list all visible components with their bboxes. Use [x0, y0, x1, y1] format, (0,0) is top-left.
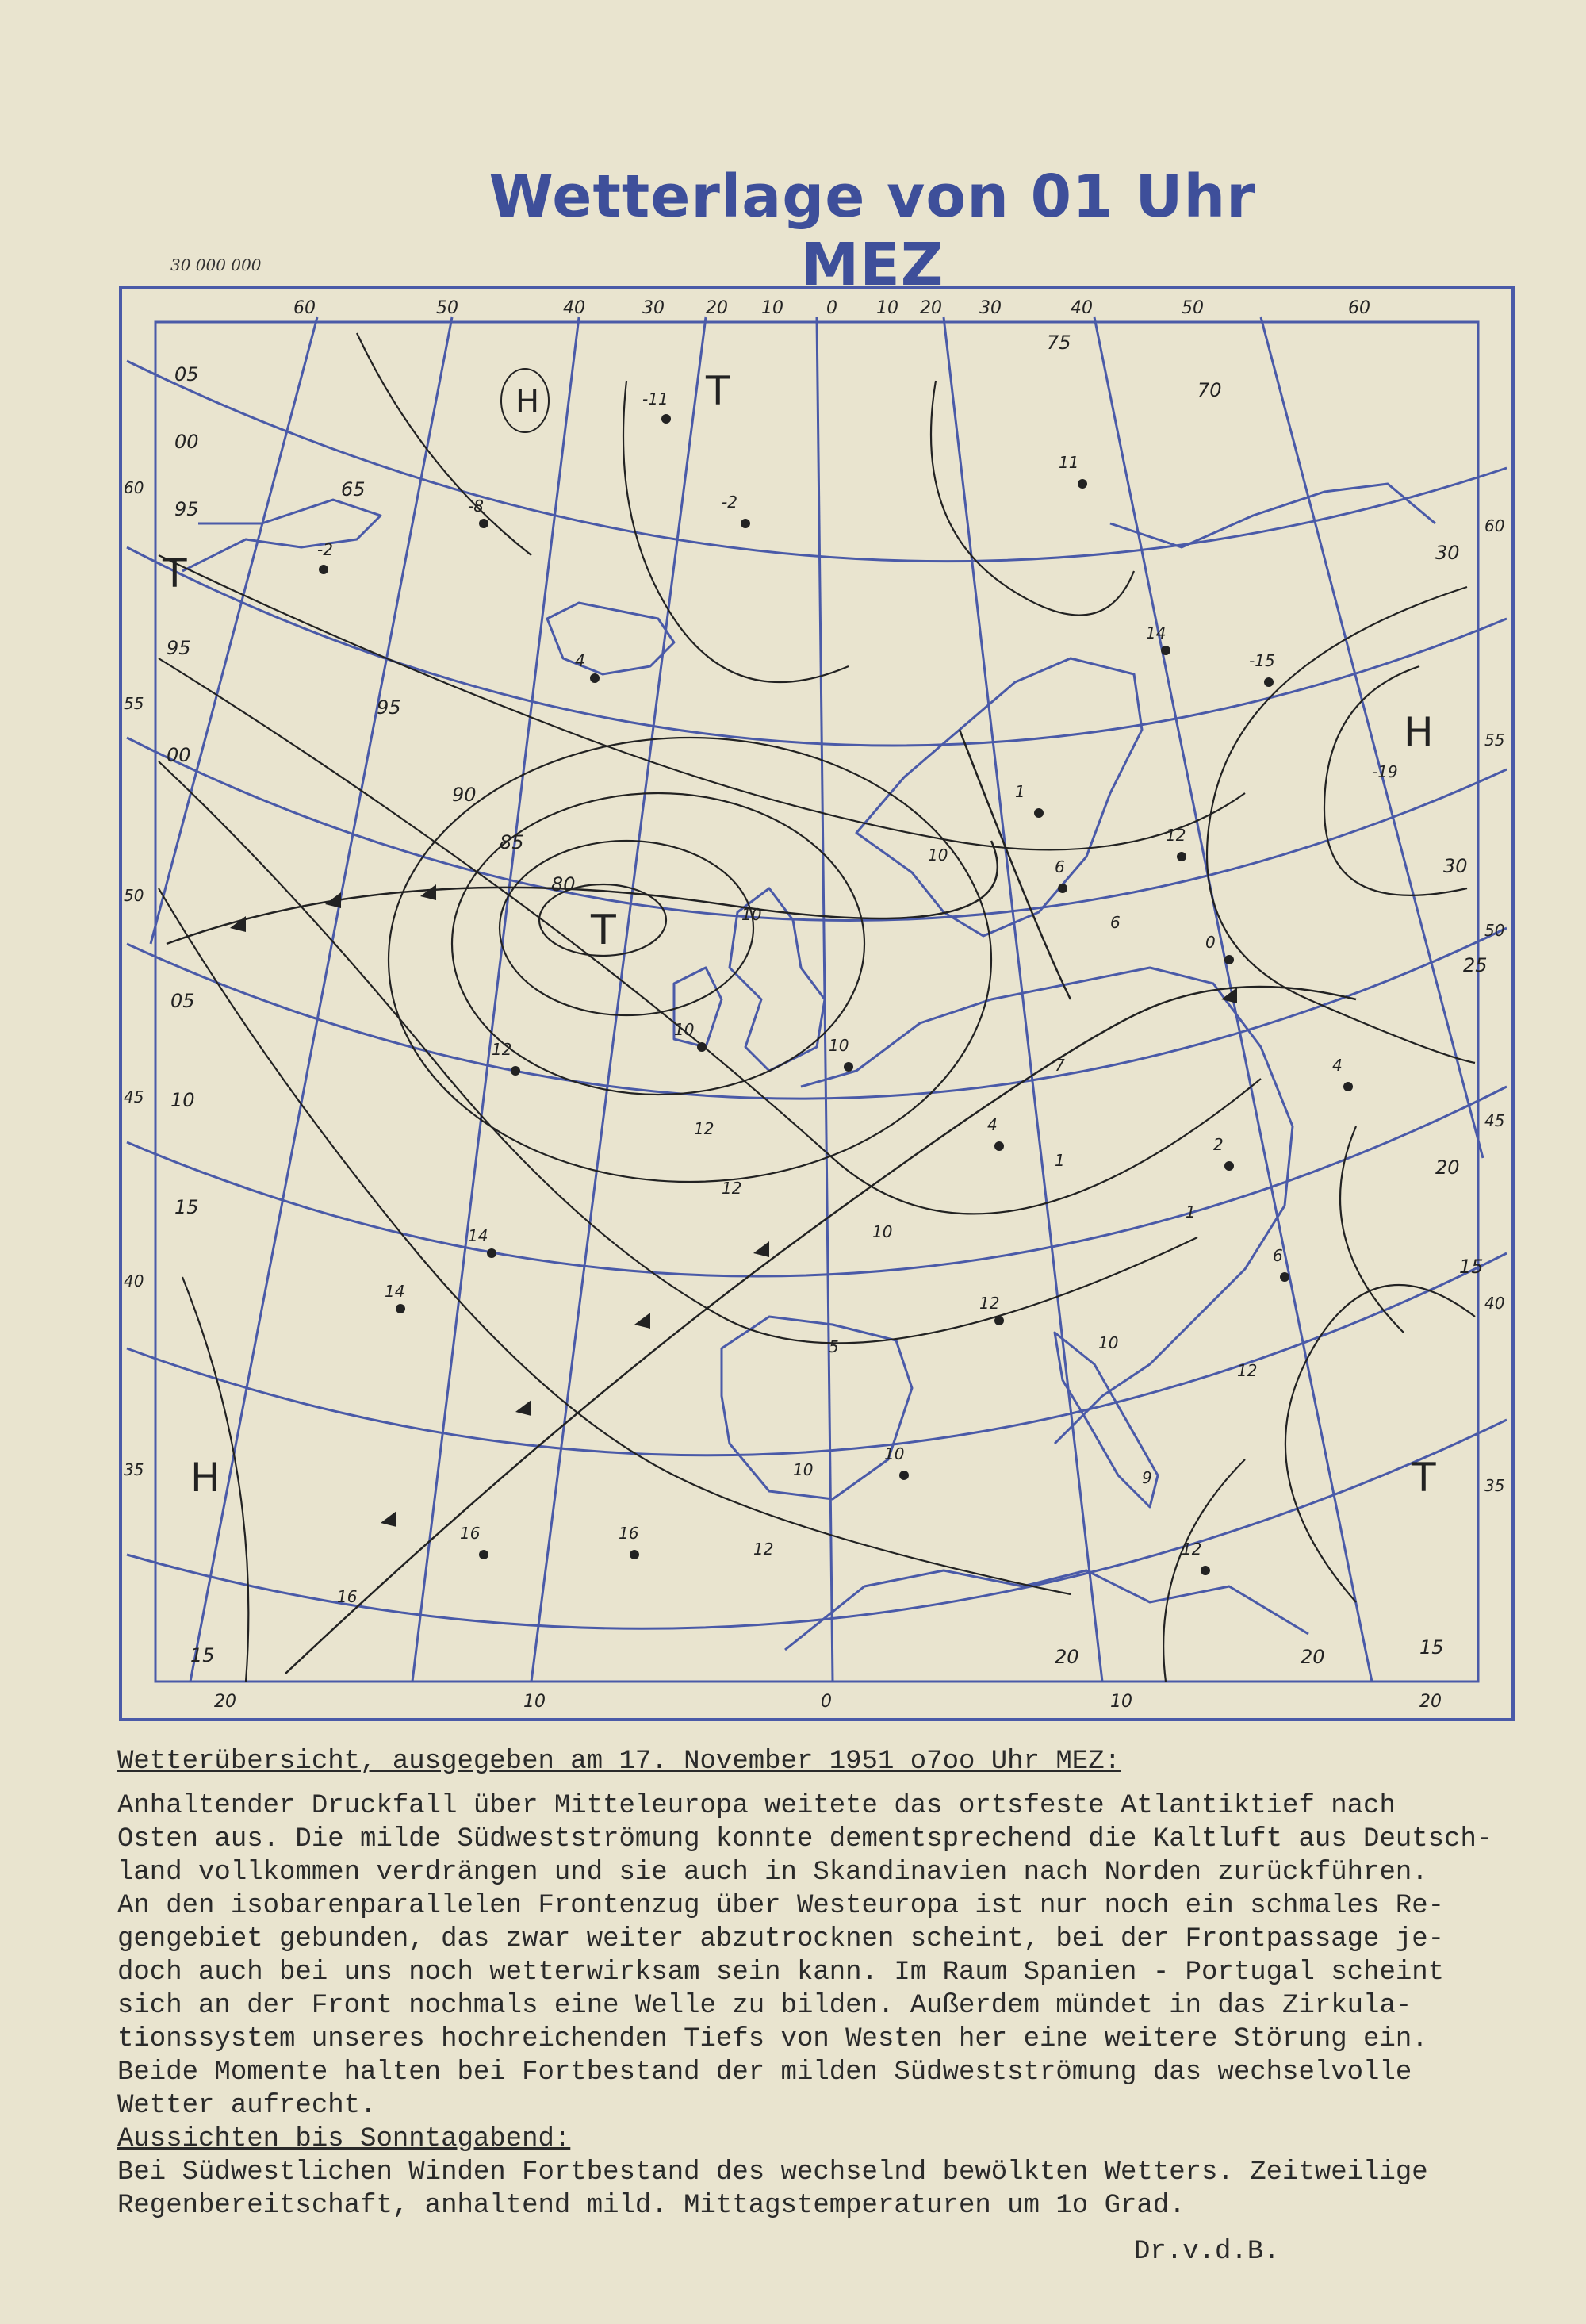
svg-text:10: 10 — [674, 1020, 695, 1039]
svg-text:-15: -15 — [1249, 651, 1275, 670]
svg-text:14: 14 — [1146, 623, 1167, 642]
svg-text:35: 35 — [1484, 1476, 1505, 1495]
svg-text:6: 6 — [1273, 1246, 1283, 1265]
iceland-coast — [547, 603, 674, 674]
svg-text:-8: -8 — [468, 497, 484, 516]
low-center-atlantic: T — [591, 907, 616, 954]
svg-text:95: 95 — [174, 498, 199, 520]
author-signature: Dr.v.d.B. — [1134, 2237, 1280, 2267]
svg-text:16: 16 — [619, 1524, 639, 1543]
report-body: Anhaltender Druckfall über Mitteleuropa weitete das ortsfeste Atlantiktief nach Osten aus. Die milde Südwestströmung konnte dementsprechend die Kaltluft aus Deutsch- land vollkommen verdrängen und sie auch in Skandinavien nach Norden zurückführen. An den isobarenparallelen Frontenzug über Westeuropa ist nur noch ein schmales Re- gengebiet gebunden, das zwar weiter abzutrocknen scheint, bei der Frontpassage je- doch auch bei uns noch wetterwirksam sein kann. Im Raum Spanien - Portugal scheint sich an der Front nochmals eine Welle zu bilden. Außerdem mündet in das Zirkula- tionssystem unseres hochreichenden Tiefs von Westen her eine weitere Störung ein. Beide Momente halten bei Fortbestand der milden Südwestströmung das wechselvolle Wetter aufrecht. — [117, 1791, 1493, 2121]
svg-text:-11: -11 — [642, 389, 668, 408]
svg-text:14: 14 — [468, 1226, 488, 1245]
svg-text:30: 30 — [979, 298, 1002, 318]
svg-text:12: 12 — [722, 1179, 742, 1198]
svg-text:45: 45 — [1484, 1111, 1505, 1130]
map-scale: 30 000 000 — [170, 255, 262, 274]
outlook-text: Bei Südwestlichen Winden Fortbestand des wechselnd bewölkten Wetters. Zeitweilige Regenbereitschaft, anhaltend mild. Mittagstemperaturen um 1o Grad. — [117, 2157, 1428, 2221]
report-headline: Wetterübersicht, ausgegeben am 17. November 1951 o7oo Uhr MEZ: — [117, 1747, 1121, 1777]
svg-text:20: 20 — [1419, 1692, 1442, 1712]
svg-text:25: 25 — [1463, 954, 1488, 976]
weather-map — [119, 286, 1515, 1721]
svg-text:12: 12 — [1166, 826, 1186, 845]
svg-text:10: 10 — [523, 1692, 546, 1712]
svg-text:95: 95 — [167, 637, 191, 659]
high-center-azores: H — [190, 1455, 220, 1501]
svg-text:75: 75 — [1047, 332, 1071, 354]
outlook-label: Aussichten bis Sonntagabend: — [117, 2124, 571, 2154]
svg-text:12: 12 — [1182, 1540, 1202, 1559]
svg-text:20: 20 — [1055, 1646, 1079, 1668]
svg-text:05: 05 — [174, 363, 199, 385]
svg-text:-2: -2 — [317, 540, 333, 559]
svg-text:60: 60 — [1484, 516, 1505, 535]
svg-text:10: 10 — [1110, 1692, 1132, 1712]
isobars — [159, 333, 1475, 1682]
svg-text:60: 60 — [124, 478, 144, 497]
svg-text:15: 15 — [190, 1644, 215, 1666]
svg-text:10: 10 — [876, 298, 898, 318]
svg-text:6: 6 — [1055, 857, 1065, 876]
svg-text:10: 10 — [170, 1089, 195, 1111]
svg-text:20: 20 — [1301, 1646, 1325, 1668]
station-dots — [319, 414, 1353, 1575]
svg-text:0: 0 — [821, 1692, 832, 1712]
high-center-russia: H — [1404, 709, 1434, 755]
map-title: Wetterlage von 01 Uhr MEZ — [488, 163, 1256, 299]
svg-text:40: 40 — [563, 298, 585, 318]
svg-text:60: 60 — [293, 298, 316, 318]
svg-text:80: 80 — [551, 873, 576, 895]
svg-text:7: 7 — [1055, 1056, 1065, 1075]
svg-text:1: 1 — [1015, 782, 1025, 801]
svg-text:20: 20 — [214, 1692, 236, 1712]
svg-text:11: 11 — [1059, 453, 1079, 472]
svg-text:10: 10 — [829, 1036, 849, 1055]
low-center-norway: T — [706, 368, 730, 414]
svg-text:5: 5 — [829, 1337, 839, 1356]
svg-text:35: 35 — [124, 1460, 144, 1479]
svg-text:00: 00 — [174, 431, 199, 453]
svg-text:60: 60 — [1348, 298, 1370, 318]
svg-text:12: 12 — [753, 1540, 774, 1559]
svg-text:12: 12 — [1237, 1361, 1258, 1380]
svg-text:1: 1 — [1055, 1151, 1065, 1170]
svg-text:10: 10 — [884, 1444, 905, 1463]
svg-text:4: 4 — [1332, 1056, 1343, 1075]
arctic-coast — [1110, 484, 1435, 547]
map-frame-inner — [155, 322, 1478, 1682]
svg-text:16: 16 — [337, 1587, 358, 1606]
svg-text:-2: -2 — [722, 493, 737, 512]
svg-text:10: 10 — [761, 298, 783, 318]
svg-text:45: 45 — [124, 1087, 144, 1106]
svg-text:40: 40 — [124, 1271, 144, 1290]
svg-text:15: 15 — [174, 1196, 199, 1218]
svg-text:00: 00 — [167, 744, 191, 766]
svg-text:55: 55 — [124, 694, 144, 713]
low-center-greenland: T — [163, 550, 187, 596]
svg-text:50: 50 — [1484, 921, 1505, 940]
svg-text:20: 20 — [706, 298, 728, 318]
svg-text:15: 15 — [1419, 1636, 1444, 1659]
svg-text:10: 10 — [793, 1460, 814, 1479]
iberia-coast — [722, 1317, 912, 1499]
svg-text:0: 0 — [1205, 933, 1216, 952]
svg-text:20: 20 — [1435, 1156, 1460, 1179]
svg-text:1: 1 — [1186, 1202, 1196, 1221]
svg-text:10: 10 — [872, 1222, 893, 1241]
svg-text:30: 30 — [642, 298, 665, 318]
svg-text:4: 4 — [575, 651, 585, 670]
high-center-north: H — [515, 384, 540, 420]
svg-text:55: 55 — [1484, 731, 1505, 750]
svg-text:14: 14 — [385, 1282, 405, 1301]
svg-text:50: 50 — [124, 886, 144, 905]
svg-text:9: 9 — [1142, 1468, 1152, 1487]
svg-text:50: 50 — [436, 298, 458, 318]
svg-text:15: 15 — [1459, 1256, 1484, 1278]
svg-text:12: 12 — [694, 1119, 714, 1138]
svg-text:50: 50 — [1182, 298, 1204, 318]
svg-text:20: 20 — [920, 298, 942, 318]
svg-text:-19: -19 — [1372, 762, 1398, 781]
svg-text:30: 30 — [1435, 542, 1460, 564]
svg-text:12: 12 — [979, 1294, 1000, 1313]
svg-text:40: 40 — [1071, 298, 1093, 318]
pressure-centers — [162, 368, 1436, 1501]
svg-text:2: 2 — [1213, 1135, 1224, 1154]
weather-report — [117, 1745, 1561, 2222]
svg-text:95: 95 — [377, 696, 401, 719]
svg-text:65: 65 — [341, 478, 366, 500]
longitude-grid — [151, 317, 1483, 1682]
greenland-coast — [182, 500, 381, 571]
low-center-mediterranean: T — [1412, 1455, 1436, 1501]
svg-text:30: 30 — [1443, 855, 1468, 877]
svg-text:40: 40 — [1484, 1294, 1505, 1313]
svg-text:16: 16 — [460, 1524, 481, 1543]
svg-text:10: 10 — [928, 846, 948, 865]
svg-text:90: 90 — [452, 784, 477, 806]
svg-text:0: 0 — [826, 298, 837, 318]
svg-text:05: 05 — [170, 990, 195, 1012]
svg-text:4: 4 — [987, 1115, 998, 1134]
svg-text:10: 10 — [1098, 1333, 1119, 1352]
svg-text:70: 70 — [1197, 379, 1222, 401]
svg-text:10: 10 — [741, 905, 762, 924]
svg-text:12: 12 — [492, 1040, 512, 1059]
svg-text:85: 85 — [500, 831, 524, 853]
svg-text:6: 6 — [1110, 913, 1121, 932]
